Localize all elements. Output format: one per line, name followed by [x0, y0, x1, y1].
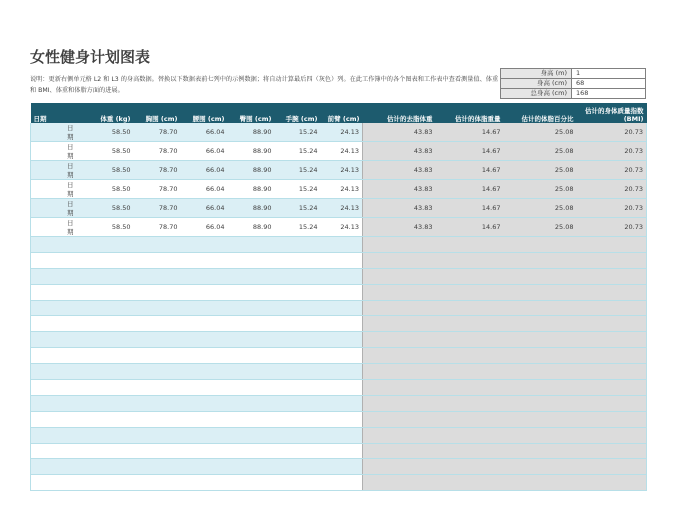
table-cell[interactable]	[31, 237, 83, 253]
table-cell[interactable]	[228, 252, 275, 268]
table-cell[interactable]	[228, 364, 275, 380]
table-cell[interactable]	[181, 380, 228, 396]
table-cell	[577, 395, 647, 411]
table-cell[interactable]	[31, 348, 83, 364]
table-cell	[436, 332, 504, 348]
table-cell[interactable]	[321, 348, 363, 364]
table-cell	[504, 284, 577, 300]
table-cell[interactable]	[275, 364, 321, 380]
table-cell[interactable]: 78.70	[134, 123, 181, 142]
table-cell[interactable]: 88.90	[228, 199, 275, 218]
table-cell[interactable]	[321, 284, 363, 300]
table-cell	[363, 380, 436, 396]
table-cell[interactable]	[134, 364, 181, 380]
info-row	[501, 89, 646, 99]
table-cell[interactable]: 15.24	[275, 180, 321, 199]
table-cell: 20.73	[577, 142, 647, 161]
table-cell[interactable]	[134, 284, 181, 300]
table-cell[interactable]	[83, 348, 134, 364]
table-cell	[577, 348, 647, 364]
table-cell[interactable]	[181, 427, 228, 443]
table-cell[interactable]	[31, 411, 83, 427]
table-cell[interactable]: 66.04	[181, 218, 228, 237]
column-header: 手腕 (cm)	[275, 103, 321, 123]
table-cell[interactable]	[228, 395, 275, 411]
table-cell[interactable]	[181, 316, 228, 332]
table-cell[interactable]	[275, 380, 321, 396]
table-cell[interactable]: 58.50	[83, 180, 134, 199]
table-cell[interactable]	[275, 237, 321, 253]
table-cell	[577, 316, 647, 332]
table-cell: 25.08	[504, 142, 577, 161]
table-cell	[436, 316, 504, 332]
table-cell[interactable]	[228, 316, 275, 332]
table-cell: 14.67	[436, 161, 504, 180]
table-cell[interactable]	[181, 284, 228, 300]
table-cell	[577, 380, 647, 396]
table-cell[interactable]	[228, 348, 275, 364]
table-cell	[504, 395, 577, 411]
table-cell	[504, 332, 577, 348]
table-cell	[436, 268, 504, 284]
info-value[interactable]: 68	[572, 79, 646, 89]
table-cell[interactable]	[31, 459, 83, 475]
table-cell	[577, 252, 647, 268]
table-cell[interactable]: 66.04	[181, 142, 228, 161]
fitness-data-table	[30, 103, 647, 491]
table-cell[interactable]	[31, 316, 83, 332]
info-row	[501, 79, 646, 89]
table-cell	[504, 459, 577, 475]
table-cell	[436, 300, 504, 316]
table-cell[interactable]: 15.24	[275, 142, 321, 161]
table-cell	[577, 411, 647, 427]
table-row	[31, 395, 647, 411]
table-cell	[504, 475, 577, 491]
table-row	[31, 380, 647, 396]
table-row	[31, 348, 647, 364]
table-cell	[436, 284, 504, 300]
instructions-text: 说明：更新右侧单元格 L2 和 L3 的身高数据。替换以下数据表前七列中的示例数据；将自动计算最后四（灰色）列。在此工作簿中的各个图表和工作表中查看测量值、体重和 BMI、体重和体脂方面的进展。	[30, 76, 499, 94]
table-cell[interactable]	[83, 300, 134, 316]
table-cell	[504, 427, 577, 443]
table-cell[interactable]	[321, 252, 363, 268]
table-cell: 25.08	[504, 161, 577, 180]
table-cell[interactable]	[275, 411, 321, 427]
table-cell[interactable]	[83, 411, 134, 427]
table-row	[31, 364, 647, 380]
table-cell[interactable]: 24.13	[321, 218, 363, 237]
table-cell: 25.08	[504, 123, 577, 142]
table-cell[interactable]	[228, 459, 275, 475]
column-header: 日期	[31, 103, 83, 123]
table-cell[interactable]	[134, 300, 181, 316]
table-cell[interactable]	[321, 364, 363, 380]
table-cell	[504, 380, 577, 396]
table-cell[interactable]	[275, 443, 321, 459]
table-cell[interactable]	[31, 332, 83, 348]
table-cell[interactable]	[321, 443, 363, 459]
table-cell	[504, 237, 577, 253]
table-cell[interactable]	[228, 284, 275, 300]
table-cell[interactable]: 58.50	[83, 123, 134, 142]
info-row	[501, 69, 646, 79]
table-cell[interactable]	[83, 237, 134, 253]
table-cell	[577, 268, 647, 284]
table-cell	[363, 364, 436, 380]
table-cell[interactable]	[134, 443, 181, 459]
table-cell: 14.67	[436, 199, 504, 218]
table-cell[interactable]	[83, 380, 134, 396]
table-cell[interactable]	[321, 380, 363, 396]
table-cell[interactable]	[83, 268, 134, 284]
table-cell[interactable]	[134, 427, 181, 443]
table-cell	[363, 348, 436, 364]
table-cell[interactable]: 日期	[31, 123, 83, 142]
table-cell	[436, 411, 504, 427]
table-cell[interactable]	[181, 395, 228, 411]
table-cell[interactable]	[181, 411, 228, 427]
table-cell[interactable]	[321, 475, 363, 491]
table-cell	[363, 459, 436, 475]
table-row	[31, 332, 647, 348]
table-row	[31, 411, 647, 427]
table-row	[31, 316, 647, 332]
table-row	[31, 199, 647, 218]
table-cell[interactable]	[83, 459, 134, 475]
table-cell	[577, 459, 647, 475]
table-cell[interactable]	[321, 459, 363, 475]
table-cell: 14.67	[436, 123, 504, 142]
table-cell[interactable]	[275, 459, 321, 475]
table-cell	[577, 364, 647, 380]
table-row	[31, 123, 647, 142]
table-cell[interactable]	[83, 443, 134, 459]
table-cell[interactable]: 15.24	[275, 218, 321, 237]
column-header: 胸围 (cm)	[134, 103, 181, 123]
column-header: 估计的身体质量指数 (BMI)	[577, 103, 647, 123]
table-cell[interactable]	[134, 380, 181, 396]
table-cell[interactable]: 58.50	[83, 142, 134, 161]
table-row	[31, 142, 647, 161]
table-cell: 25.08	[504, 218, 577, 237]
table-cell	[363, 332, 436, 348]
table-cell	[504, 443, 577, 459]
table-cell	[577, 475, 647, 491]
page-title: 女性健身计划图表	[30, 48, 151, 66]
table-cell[interactable]	[83, 427, 134, 443]
table-cell[interactable]: 15.24	[275, 199, 321, 218]
table-cell: 20.73	[577, 123, 647, 142]
table-cell: 14.67	[436, 180, 504, 199]
table-cell[interactable]: 日期	[31, 142, 83, 161]
column-header: 体重 (kg)	[83, 103, 134, 123]
table-cell[interactable]: 66.04	[181, 123, 228, 142]
table-cell[interactable]	[181, 268, 228, 284]
table-cell[interactable]	[228, 443, 275, 459]
column-header: 估计的体脂百分比	[504, 103, 577, 123]
table-cell: 25.08	[504, 199, 577, 218]
info-value[interactable]: 168	[572, 89, 646, 99]
table-cell	[436, 395, 504, 411]
table-cell[interactable]: 日期	[31, 180, 83, 199]
table-cell[interactable]	[228, 380, 275, 396]
table-cell[interactable]: 58.50	[83, 199, 134, 218]
table-cell[interactable]: 78.70	[134, 218, 181, 237]
table-cell[interactable]	[321, 395, 363, 411]
info-label: 总身高 (cm)	[501, 89, 572, 99]
table-cell[interactable]	[228, 475, 275, 491]
table-cell	[363, 427, 436, 443]
table-cell	[436, 237, 504, 253]
column-header: 前臂 (cm)	[321, 103, 363, 123]
table-cell	[577, 427, 647, 443]
table-cell[interactable]: 78.70	[134, 142, 181, 161]
table-cell[interactable]	[31, 364, 83, 380]
table-cell[interactable]	[134, 475, 181, 491]
info-label: 身高 (cm)	[501, 79, 572, 89]
table-cell	[363, 252, 436, 268]
table-cell[interactable]	[228, 332, 275, 348]
table-cell[interactable]	[228, 268, 275, 284]
table-cell	[504, 300, 577, 316]
table-row	[31, 427, 647, 443]
table-cell[interactable]	[275, 316, 321, 332]
table-cell	[436, 348, 504, 364]
table-cell: 43.83	[363, 180, 436, 199]
table-cell[interactable]	[181, 252, 228, 268]
table-cell[interactable]: 日期	[31, 199, 83, 218]
column-header: 估计的去脂体重	[363, 103, 436, 123]
table-cell[interactable]	[321, 300, 363, 316]
table-cell[interactable]	[275, 475, 321, 491]
table-cell[interactable]	[275, 427, 321, 443]
table-cell[interactable]	[321, 411, 363, 427]
table-cell[interactable]	[181, 300, 228, 316]
table-cell	[363, 411, 436, 427]
table-cell[interactable]	[181, 364, 228, 380]
table-cell[interactable]	[83, 364, 134, 380]
table-cell	[363, 237, 436, 253]
table-cell[interactable]	[228, 411, 275, 427]
table-cell[interactable]	[134, 411, 181, 427]
table-cell: 43.83	[363, 123, 436, 142]
table-cell[interactable]	[83, 475, 134, 491]
table-cell[interactable]: 15.24	[275, 161, 321, 180]
table-cell	[436, 380, 504, 396]
table-cell	[577, 300, 647, 316]
table-cell[interactable]: 24.13	[321, 161, 363, 180]
table-cell	[363, 284, 436, 300]
table-cell[interactable]: 66.04	[181, 180, 228, 199]
column-header: 估计的体脂重量	[436, 103, 504, 123]
table-cell: 20.73	[577, 180, 647, 199]
table-cell	[436, 459, 504, 475]
table-cell	[504, 348, 577, 364]
table-cell[interactable]	[275, 348, 321, 364]
table-cell	[363, 300, 436, 316]
table-cell[interactable]	[275, 284, 321, 300]
table-cell	[363, 316, 436, 332]
table-cell[interactable]	[31, 268, 83, 284]
table-cell[interactable]: 66.04	[181, 161, 228, 180]
table-cell[interactable]	[31, 395, 83, 411]
table-cell: 43.83	[363, 142, 436, 161]
column-header: 腰围 (cm)	[181, 103, 228, 123]
table-cell[interactable]: 88.90	[228, 123, 275, 142]
table-cell[interactable]	[83, 284, 134, 300]
table-cell	[504, 252, 577, 268]
table-cell[interactable]: 78.70	[134, 199, 181, 218]
table-cell[interactable]	[181, 475, 228, 491]
table-cell[interactable]	[134, 459, 181, 475]
table-row	[31, 300, 647, 316]
table-cell[interactable]: 24.13	[321, 199, 363, 218]
table-cell[interactable]	[31, 475, 83, 491]
table-cell	[436, 252, 504, 268]
table-cell: 20.73	[577, 218, 647, 237]
table-cell	[504, 268, 577, 284]
table-cell[interactable]	[83, 316, 134, 332]
table-row	[31, 459, 647, 475]
table-cell[interactable]	[321, 316, 363, 332]
table-cell	[363, 475, 436, 491]
table-cell	[577, 284, 647, 300]
table-cell[interactable]	[228, 237, 275, 253]
table-cell[interactable]: 88.90	[228, 180, 275, 199]
info-label: 身高 (m)	[501, 69, 572, 79]
table-cell[interactable]	[134, 395, 181, 411]
table-cell: 43.83	[363, 218, 436, 237]
info-value[interactable]: 1	[572, 69, 646, 79]
table-row	[31, 284, 647, 300]
table-cell[interactable]: 78.70	[134, 180, 181, 199]
column-header: 臀围 (cm)	[228, 103, 275, 123]
table-cell[interactable]	[31, 284, 83, 300]
table-cell[interactable]: 58.50	[83, 161, 134, 180]
table-cell[interactable]: 24.13	[321, 142, 363, 161]
table-cell[interactable]	[275, 268, 321, 284]
table-cell	[436, 364, 504, 380]
table-cell[interactable]	[31, 300, 83, 316]
table-cell[interactable]	[134, 316, 181, 332]
table-cell: 20.73	[577, 199, 647, 218]
table-cell[interactable]	[181, 332, 228, 348]
table-cell	[363, 268, 436, 284]
table-cell	[363, 395, 436, 411]
table-cell[interactable]	[134, 237, 181, 253]
table-cell[interactable]	[275, 252, 321, 268]
table-cell[interactable]	[321, 237, 363, 253]
table-cell[interactable]	[181, 348, 228, 364]
table-cell[interactable]	[31, 427, 83, 443]
table-cell[interactable]: 88.90	[228, 142, 275, 161]
table-cell[interactable]: 78.70	[134, 161, 181, 180]
table-cell: 20.73	[577, 161, 647, 180]
table-row	[31, 268, 647, 284]
table-row	[31, 237, 647, 253]
table-cell[interactable]	[134, 252, 181, 268]
table-cell: 14.67	[436, 142, 504, 161]
table-cell	[577, 237, 647, 253]
table-cell[interactable]	[134, 348, 181, 364]
table-cell	[436, 427, 504, 443]
table-row	[31, 218, 647, 237]
table-cell[interactable]	[321, 427, 363, 443]
table-cell[interactable]	[83, 252, 134, 268]
table-cell[interactable]: 66.04	[181, 199, 228, 218]
table-cell	[577, 332, 647, 348]
table-row	[31, 252, 647, 268]
table-header-row	[31, 103, 647, 123]
table-cell[interactable]: 15.24	[275, 123, 321, 142]
table-cell[interactable]: 日期	[31, 161, 83, 180]
table-cell[interactable]	[31, 443, 83, 459]
height-info-table	[500, 68, 646, 99]
table-cell[interactable]: 24.13	[321, 123, 363, 142]
table-cell[interactable]: 88.90	[228, 218, 275, 237]
table-cell	[577, 443, 647, 459]
table-cell[interactable]	[275, 300, 321, 316]
table-cell[interactable]	[181, 237, 228, 253]
table-cell[interactable]	[83, 395, 134, 411]
table-cell	[504, 411, 577, 427]
table-cell[interactable]: 日期	[31, 218, 83, 237]
table-row	[31, 180, 647, 199]
table-row	[31, 475, 647, 491]
table-cell[interactable]	[275, 332, 321, 348]
table-cell[interactable]	[31, 252, 83, 268]
table-cell[interactable]	[83, 332, 134, 348]
table-cell: 14.67	[436, 218, 504, 237]
table-cell	[504, 316, 577, 332]
table-cell	[436, 443, 504, 459]
table-cell[interactable]	[228, 427, 275, 443]
table-cell: 43.83	[363, 199, 436, 218]
table-cell	[363, 443, 436, 459]
table-row	[31, 161, 647, 180]
table-cell[interactable]: 58.50	[83, 218, 134, 237]
table-cell[interactable]	[275, 395, 321, 411]
table-cell[interactable]	[134, 268, 181, 284]
table-cell	[504, 364, 577, 380]
table-cell[interactable]: 24.13	[321, 180, 363, 199]
table-cell[interactable]: 88.90	[228, 161, 275, 180]
table-cell[interactable]	[31, 380, 83, 396]
table-cell[interactable]	[228, 300, 275, 316]
table-row	[31, 443, 647, 459]
table-cell[interactable]	[181, 459, 228, 475]
table-cell	[436, 475, 504, 491]
table-cell: 43.83	[363, 161, 436, 180]
table-cell[interactable]	[134, 332, 181, 348]
table-cell[interactable]	[181, 443, 228, 459]
table-cell[interactable]	[321, 332, 363, 348]
table-cell: 25.08	[504, 180, 577, 199]
table-cell[interactable]	[321, 268, 363, 284]
